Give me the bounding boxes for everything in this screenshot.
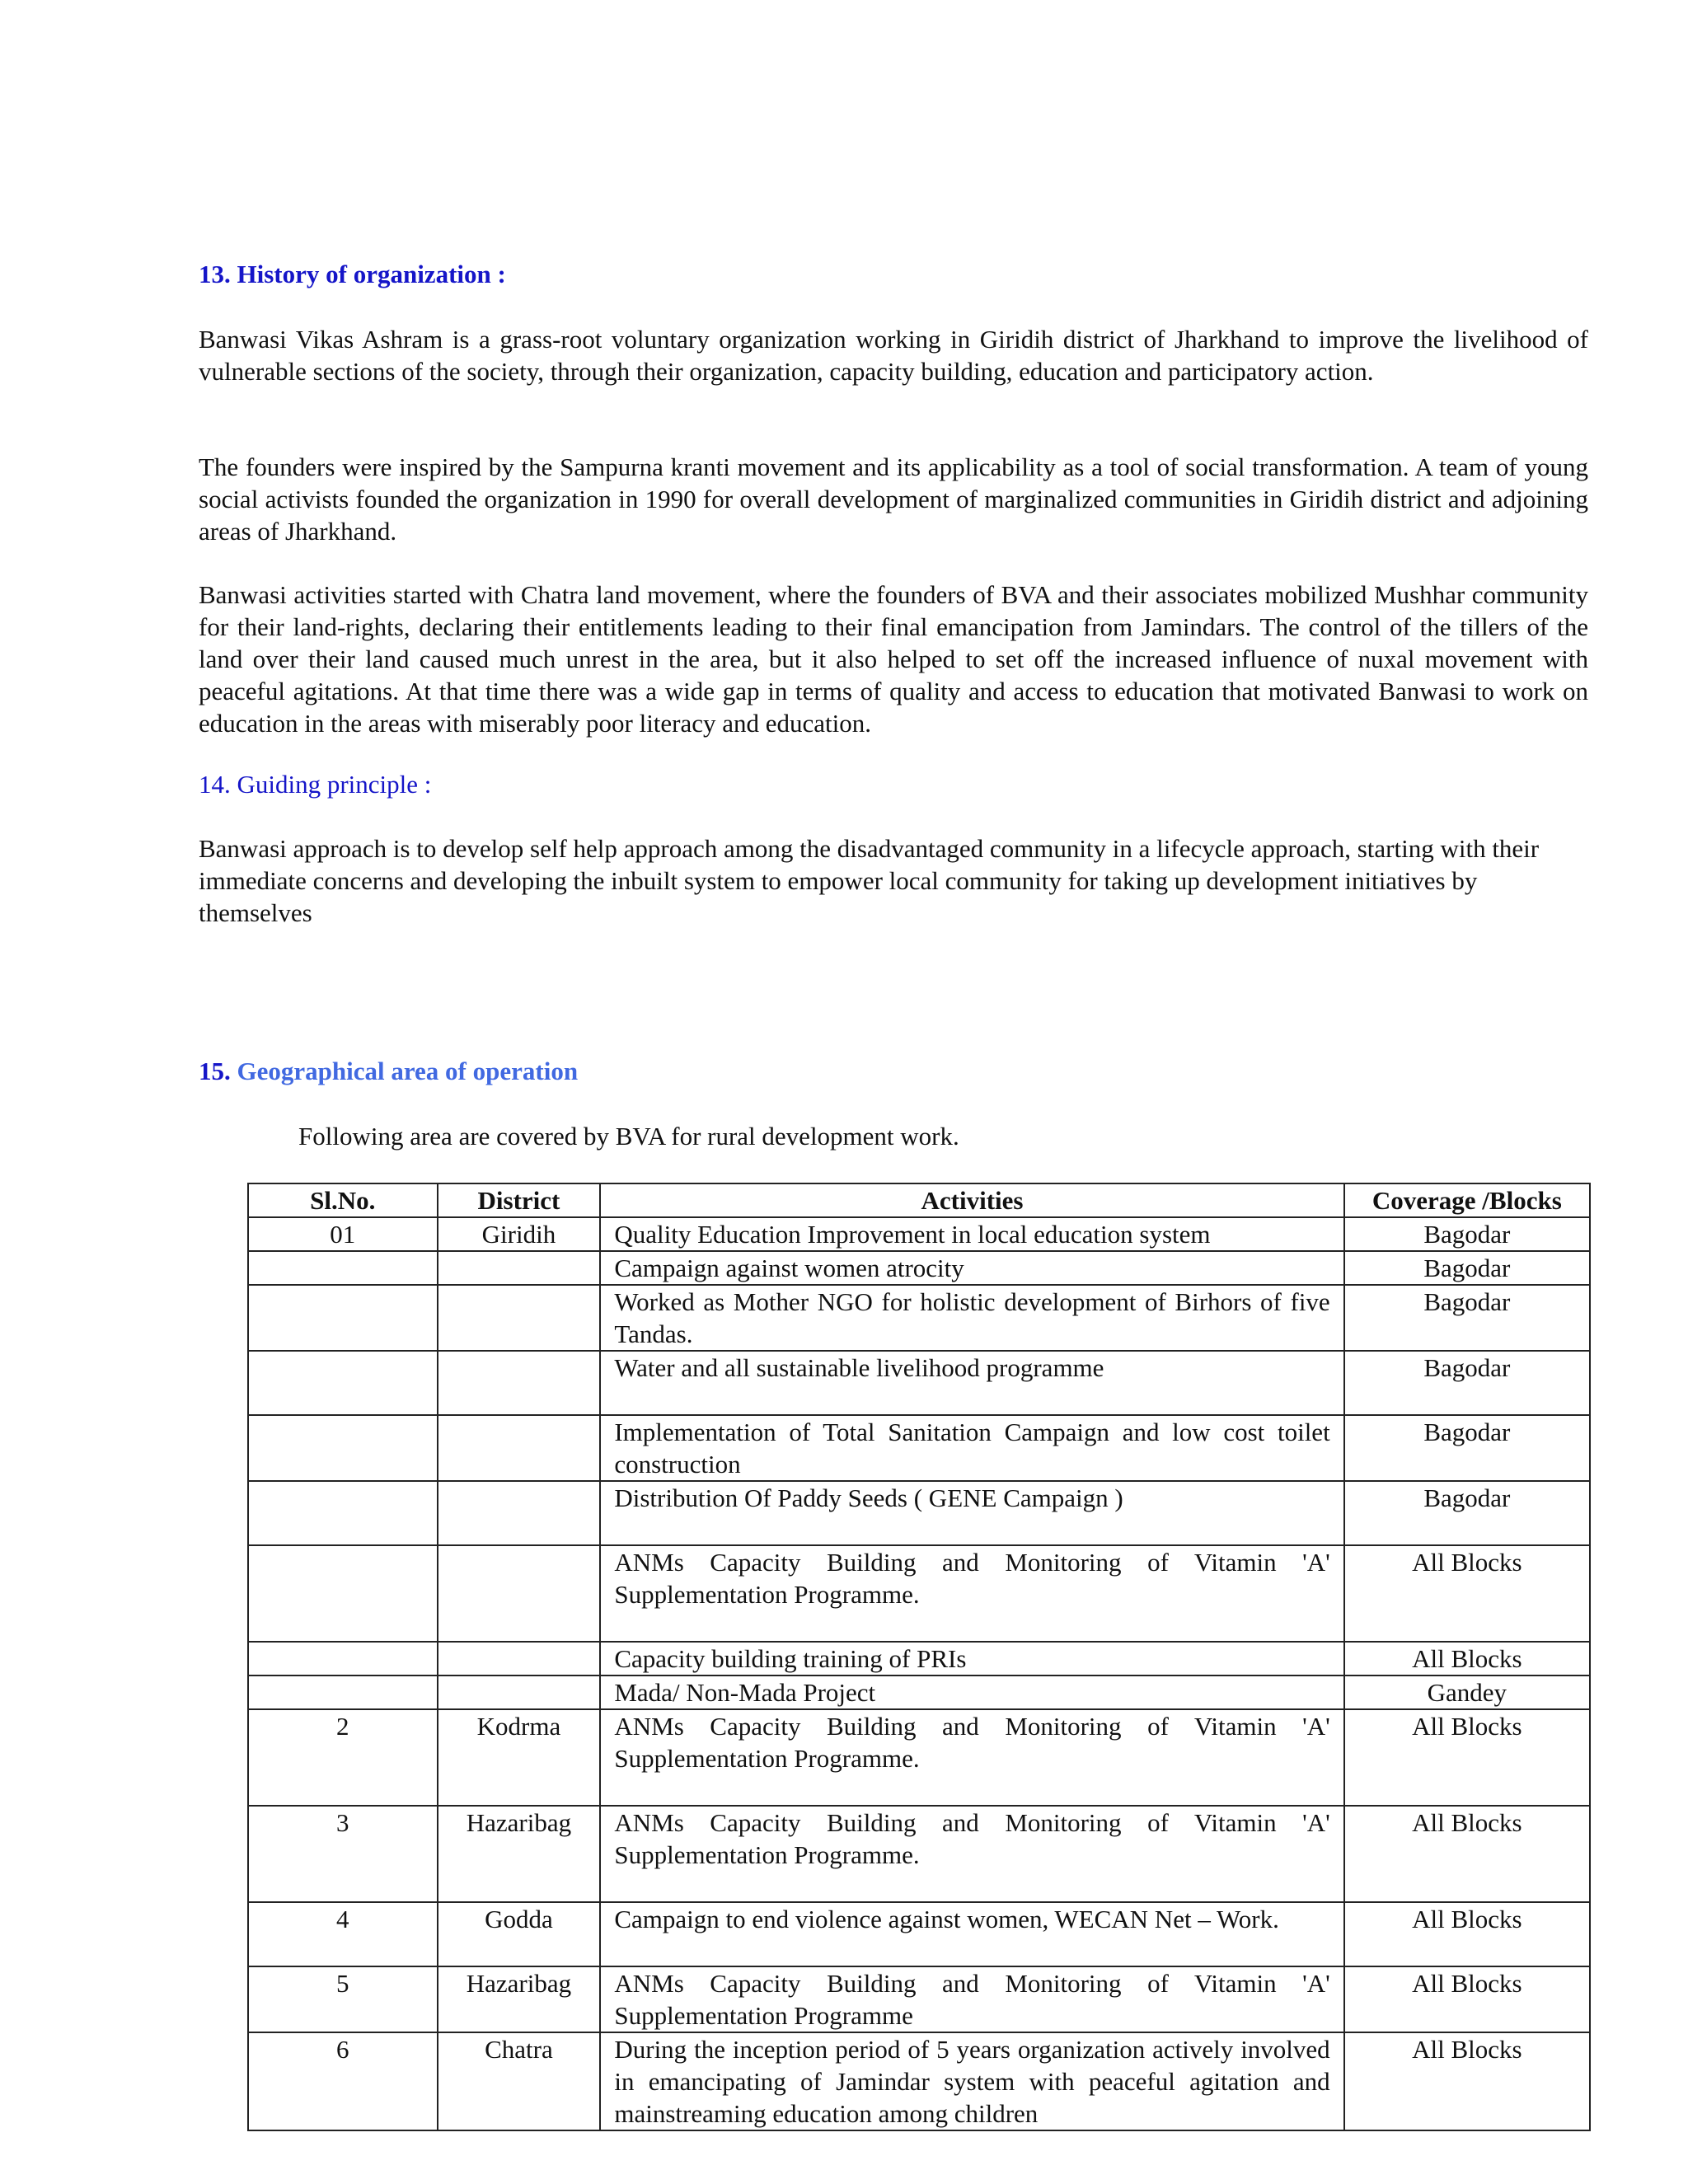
table-row bbox=[248, 1709, 1590, 1806]
cell-district bbox=[438, 1415, 601, 1481]
operation-area-table bbox=[247, 1183, 1591, 2131]
table-row bbox=[248, 1966, 1590, 2032]
cell-sl bbox=[248, 1642, 438, 1675]
table-header-row bbox=[248, 1183, 1590, 1217]
section-15-number: 15. bbox=[199, 1057, 231, 1085]
header-sl-no: Sl.No. bbox=[248, 1183, 438, 1217]
cell-coverage: Bagodar bbox=[1344, 1285, 1590, 1351]
history-paragraph-2: The founders were inspired by the Sampurna kranti movement and its applicability as a tool of social transformation. A team of young social activists founded the organization in 1990 for overall development of marginalized communities in Giridih district and adjoining areas of Jharkhand. bbox=[199, 452, 1588, 546]
cell-activity: ANMs Capacity Building and Monitoring of Vitamin 'A' Supplementation Programme bbox=[600, 1966, 1343, 2032]
cell-district: Kodrma bbox=[438, 1709, 601, 1806]
cell-activity: ANMs Capacity Building and Monitoring of Vitamin 'A' Supplementation Programme. bbox=[600, 1806, 1343, 1902]
header-activities: Activities bbox=[600, 1183, 1343, 1217]
cell-coverage: All Blocks bbox=[1344, 1806, 1590, 1902]
cell-sl: 3 bbox=[248, 1806, 438, 1902]
cell-sl: 01 bbox=[248, 1217, 438, 1251]
section-13-heading: 13. History of organization : bbox=[199, 260, 506, 288]
cell-district: Giridih bbox=[438, 1217, 601, 1251]
area-intro-text: Following area are covered by BVA for rural development work. bbox=[298, 1122, 959, 1151]
cell-district bbox=[438, 1481, 601, 1545]
cell-sl bbox=[248, 1415, 438, 1481]
cell-activity: Implementation of Total Sanitation Campaign and low cost toilet construction bbox=[600, 1415, 1343, 1481]
guiding-principle-paragraph: Banwasi approach is to develop self help approach among the disadvantaged community in a lifecycle approach, starting with their immediate concerns and developing the inbuilt system to empower local community for taking up development initiatives by themselves bbox=[199, 834, 1540, 927]
cell-district: Hazaribag bbox=[438, 1806, 601, 1902]
table-row bbox=[248, 1675, 1590, 1709]
cell-activity: Worked as Mother NGO for holistic development of Birhors of five Tandas. bbox=[600, 1285, 1343, 1351]
cell-coverage: All Blocks bbox=[1344, 1642, 1590, 1675]
cell-activity: Water and all sustainable livelihood programme bbox=[600, 1351, 1343, 1415]
cell-sl bbox=[248, 1251, 438, 1285]
cell-district bbox=[438, 1285, 601, 1351]
cell-sl: 2 bbox=[248, 1709, 438, 1806]
cell-district bbox=[438, 1251, 601, 1285]
cell-activity: Campaign to end violence against women, WECAN Net – Work. bbox=[600, 1902, 1343, 1966]
table-row bbox=[248, 1285, 1590, 1351]
cell-sl: 6 bbox=[248, 2032, 438, 2130]
history-paragraph-1: Banwasi Vikas Ashram is a grass-root voluntary organization working in Giridih district of Jharkhand to improve the livelihood of vulnerable sections of the society, through their organization, capacity building, education and participatory action. bbox=[199, 325, 1588, 386]
cell-coverage: All Blocks bbox=[1344, 1545, 1590, 1642]
cell-sl bbox=[248, 1481, 438, 1545]
cell-coverage: All Blocks bbox=[1344, 2032, 1590, 2130]
cell-district: Hazaribag bbox=[438, 1966, 601, 2032]
cell-sl: 5 bbox=[248, 1966, 438, 2032]
table-row bbox=[248, 1351, 1590, 1415]
section-14-heading: 14. Guiding principle : bbox=[199, 770, 432, 799]
table-row bbox=[248, 1902, 1590, 1966]
cell-coverage: All Blocks bbox=[1344, 1709, 1590, 1806]
cell-activity: ANMs Capacity Building and Monitoring of Vitamin 'A' Supplementation Programme. bbox=[600, 1709, 1343, 1806]
cell-sl bbox=[248, 1285, 438, 1351]
cell-district bbox=[438, 1351, 601, 1415]
cell-coverage: Bagodar bbox=[1344, 1351, 1590, 1415]
table-row bbox=[248, 1251, 1590, 1285]
section-15-title: Geographical area of operation bbox=[230, 1057, 579, 1085]
table-row bbox=[248, 1806, 1590, 1902]
cell-sl bbox=[248, 1545, 438, 1642]
cell-sl: 4 bbox=[248, 1902, 438, 1966]
cell-coverage: All Blocks bbox=[1344, 1966, 1590, 2032]
cell-coverage: Bagodar bbox=[1344, 1415, 1590, 1481]
cell-activity-text: During the inception period of 5 years organization actively involved in emancipating of Jamindar system with peaceful agitation and mainstreaming education among children bbox=[614, 2035, 1330, 2128]
cell-activity: Quality Education Improvement in local education system bbox=[600, 1217, 1343, 1251]
cell-activity: ANMs Capacity Building and Monitoring of Vitamin 'A' Supplementation Programme. bbox=[600, 1545, 1343, 1642]
history-paragraph-3: Banwasi activities started with Chatra land movement, where the founders of BVA and their associates mobilized Mushhar community for their land-rights, declaring their entitlements leading to their final emancipation from Jamindars. The control of the tillers of the land over their land caused much unrest in the area, but it also helped to set off the increased influence of nuxal movement with peaceful agitations. At that time there was a wide gap in terms of quality and access to education that motivated Banwasi to work on education in the areas with miserably poor literacy and education. bbox=[199, 580, 1588, 738]
cell-activity: Campaign against women atrocity bbox=[600, 1251, 1343, 1285]
cell-sl bbox=[248, 1351, 438, 1415]
cell-activity: Mada/ Non-Mada Project bbox=[600, 1675, 1343, 1709]
table-row bbox=[248, 1642, 1590, 1675]
cell-coverage: Gandey bbox=[1344, 1675, 1590, 1709]
cell-activity: Capacity building training of PRIs bbox=[600, 1642, 1343, 1675]
cell-district: Godda bbox=[438, 1902, 601, 1966]
cell-coverage: All Blocks bbox=[1344, 1902, 1590, 1966]
table-row bbox=[248, 1545, 1590, 1642]
table-row bbox=[248, 2032, 1590, 2130]
cell-coverage: Bagodar bbox=[1344, 1217, 1590, 1251]
cell-activity bbox=[600, 2032, 1343, 2130]
cell-district: Chatra bbox=[438, 2032, 601, 2130]
table-row bbox=[248, 1415, 1590, 1481]
table-row bbox=[248, 1217, 1590, 1251]
cell-activity: Distribution Of Paddy Seeds ( GENE Campaign ) bbox=[600, 1481, 1343, 1545]
cell-sl bbox=[248, 1675, 438, 1709]
table-row bbox=[248, 1481, 1590, 1545]
header-district: District bbox=[438, 1183, 601, 1217]
cell-district bbox=[438, 1545, 601, 1642]
cell-district bbox=[438, 1675, 601, 1709]
cell-coverage: Bagodar bbox=[1344, 1481, 1590, 1545]
header-coverage: Coverage /Blocks bbox=[1344, 1183, 1590, 1217]
cell-district bbox=[438, 1642, 601, 1675]
cell-coverage: Bagodar bbox=[1344, 1251, 1590, 1285]
section-15-heading bbox=[199, 1056, 578, 1087]
